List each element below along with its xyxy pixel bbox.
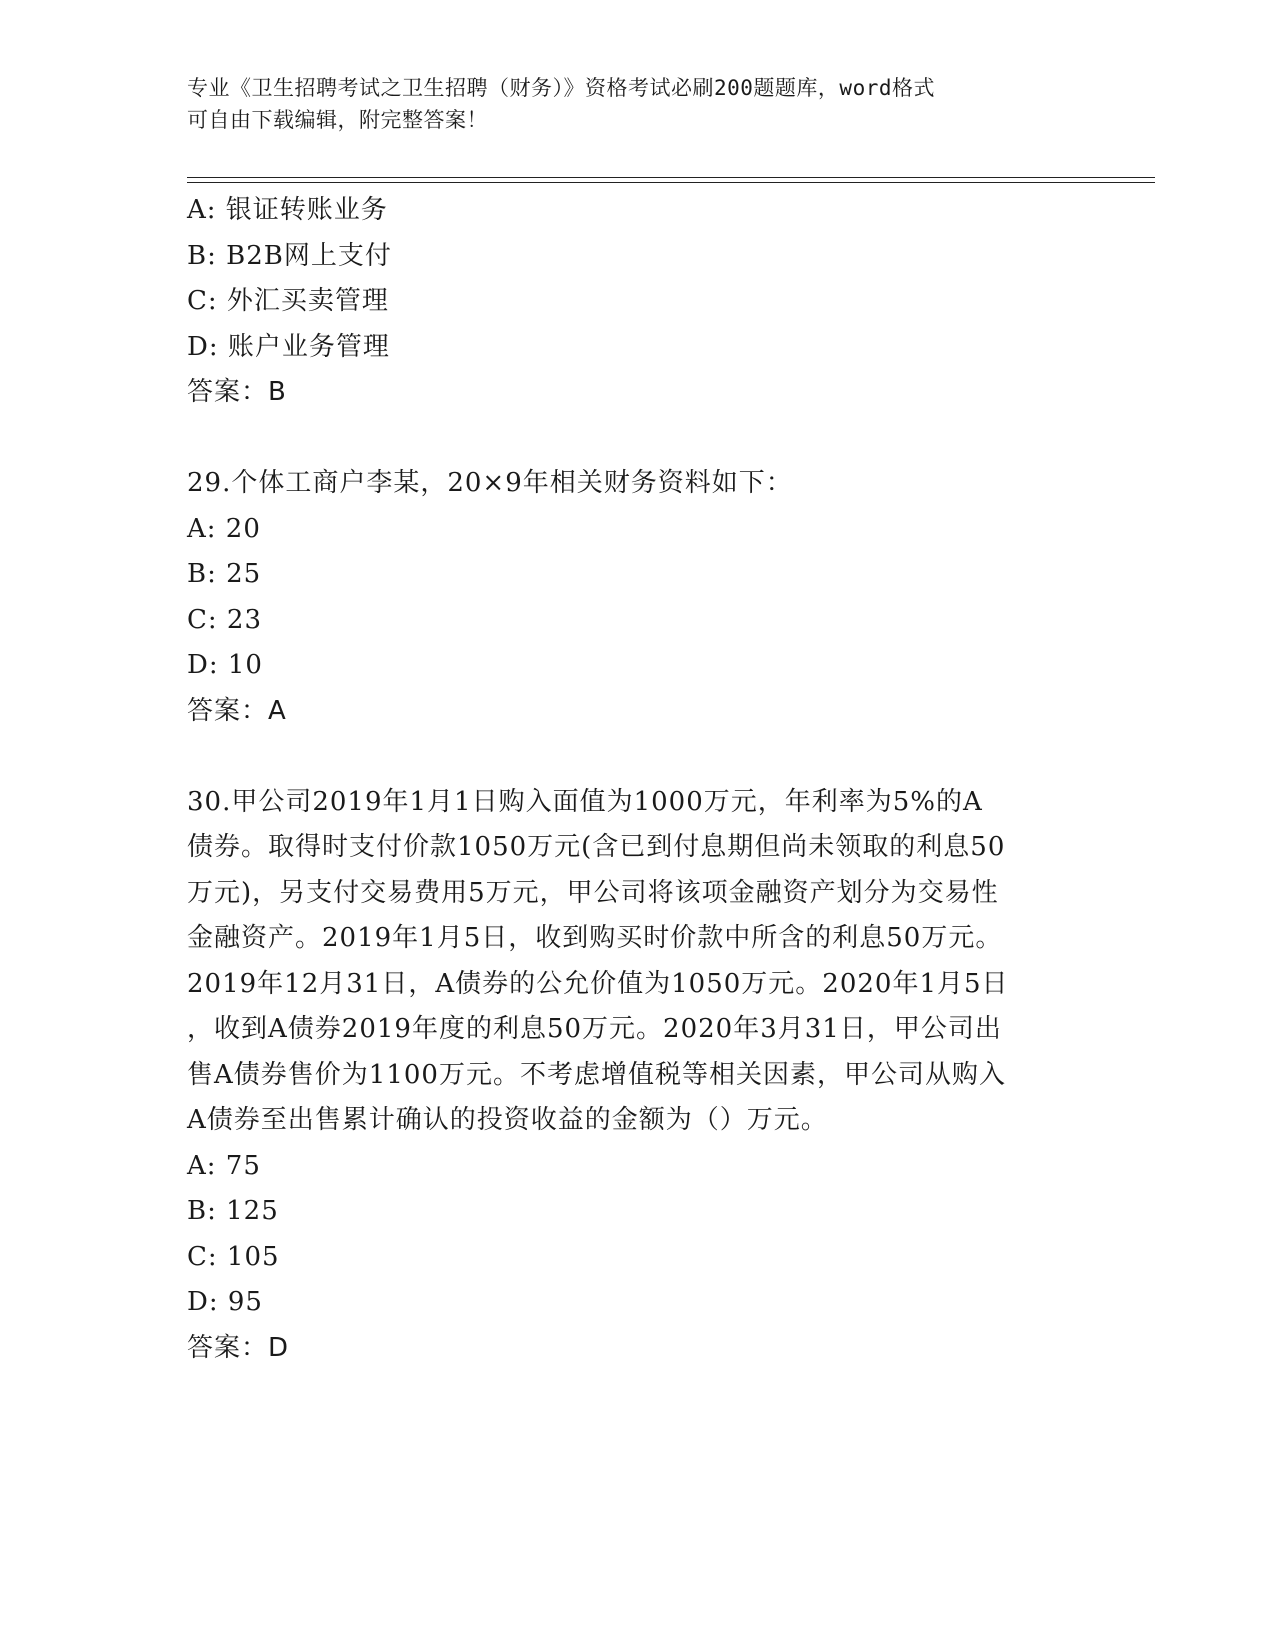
answer-text: 答案：B (187, 377, 287, 407)
question-stem-line: 30.甲公司2019年1月1日购入面值为1000万元，年利率为5%的A (187, 786, 983, 817)
question-stem-line: A债券至出售累计确认的投资收益的金额为（）万元。 (187, 1105, 828, 1135)
question-stem-line: 债券。取得时支付价款1050万元(含已到付息期但尚未领取的利息50 (187, 832, 1006, 862)
question-stem-line: 售A债券售价为1100万元。不考虑增值税等相关因素，甲公司从购入 (187, 1059, 1006, 1090)
header-title-line-2: 可自由下载编辑，附完整答案！ (187, 108, 488, 132)
header-divider-top (187, 177, 1155, 178)
question-29 (187, 461, 1087, 734)
option-c: C: 外汇买卖管理 (187, 286, 389, 316)
option-d: D: 10 (187, 650, 263, 680)
option-b: B: 25 (187, 559, 262, 589)
option-a: A: 20 (187, 513, 261, 544)
option-a: A: 银证转账业务 (187, 195, 388, 225)
question-28 (187, 188, 1087, 416)
question-list (187, 188, 1087, 1371)
option-c: C: 23 (187, 604, 263, 635)
option-b: B: B2B网上支付 (187, 240, 392, 271)
question-stem: 29.个体工商户李某，20×9年相关财务资料如下： (187, 468, 793, 498)
header-title-line-1: 专业《卫生招聘考试之卫生招聘（财务）》资格考试必刷200题题库，word格式 (187, 76, 935, 100)
answer-text: 答案：A (187, 695, 287, 726)
option-b: B: 125 (187, 1196, 279, 1226)
question-stem-line: ，收到A债券2019年度的利息50万元。2020年3月31日，甲公司出 (187, 1014, 1002, 1044)
option-d: D: 账户业务管理 (187, 331, 390, 362)
question-stem-line: 金融资产。2019年1月5日，收到购买时价款中所含的利息50万元。 (187, 923, 1003, 953)
option-c: C: 105 (187, 1241, 280, 1272)
option-d: D: 95 (187, 1287, 263, 1317)
header-divider-bottom (187, 182, 1155, 183)
spacer (187, 734, 1087, 780)
spacer (187, 416, 1087, 462)
question-stem-line: 2019年12月31日，A债券的公允价值为1050万元。2020年1月5日 (187, 968, 1009, 999)
answer-text: 答案：D (187, 1332, 290, 1363)
option-a: A: 75 (187, 1150, 261, 1181)
document-header (187, 72, 1067, 136)
question-stem-line: 万元)，另支付交易费用5万元，甲公司将该项金融资产划分为交易性 (187, 877, 999, 908)
question-30 (187, 780, 1087, 1372)
